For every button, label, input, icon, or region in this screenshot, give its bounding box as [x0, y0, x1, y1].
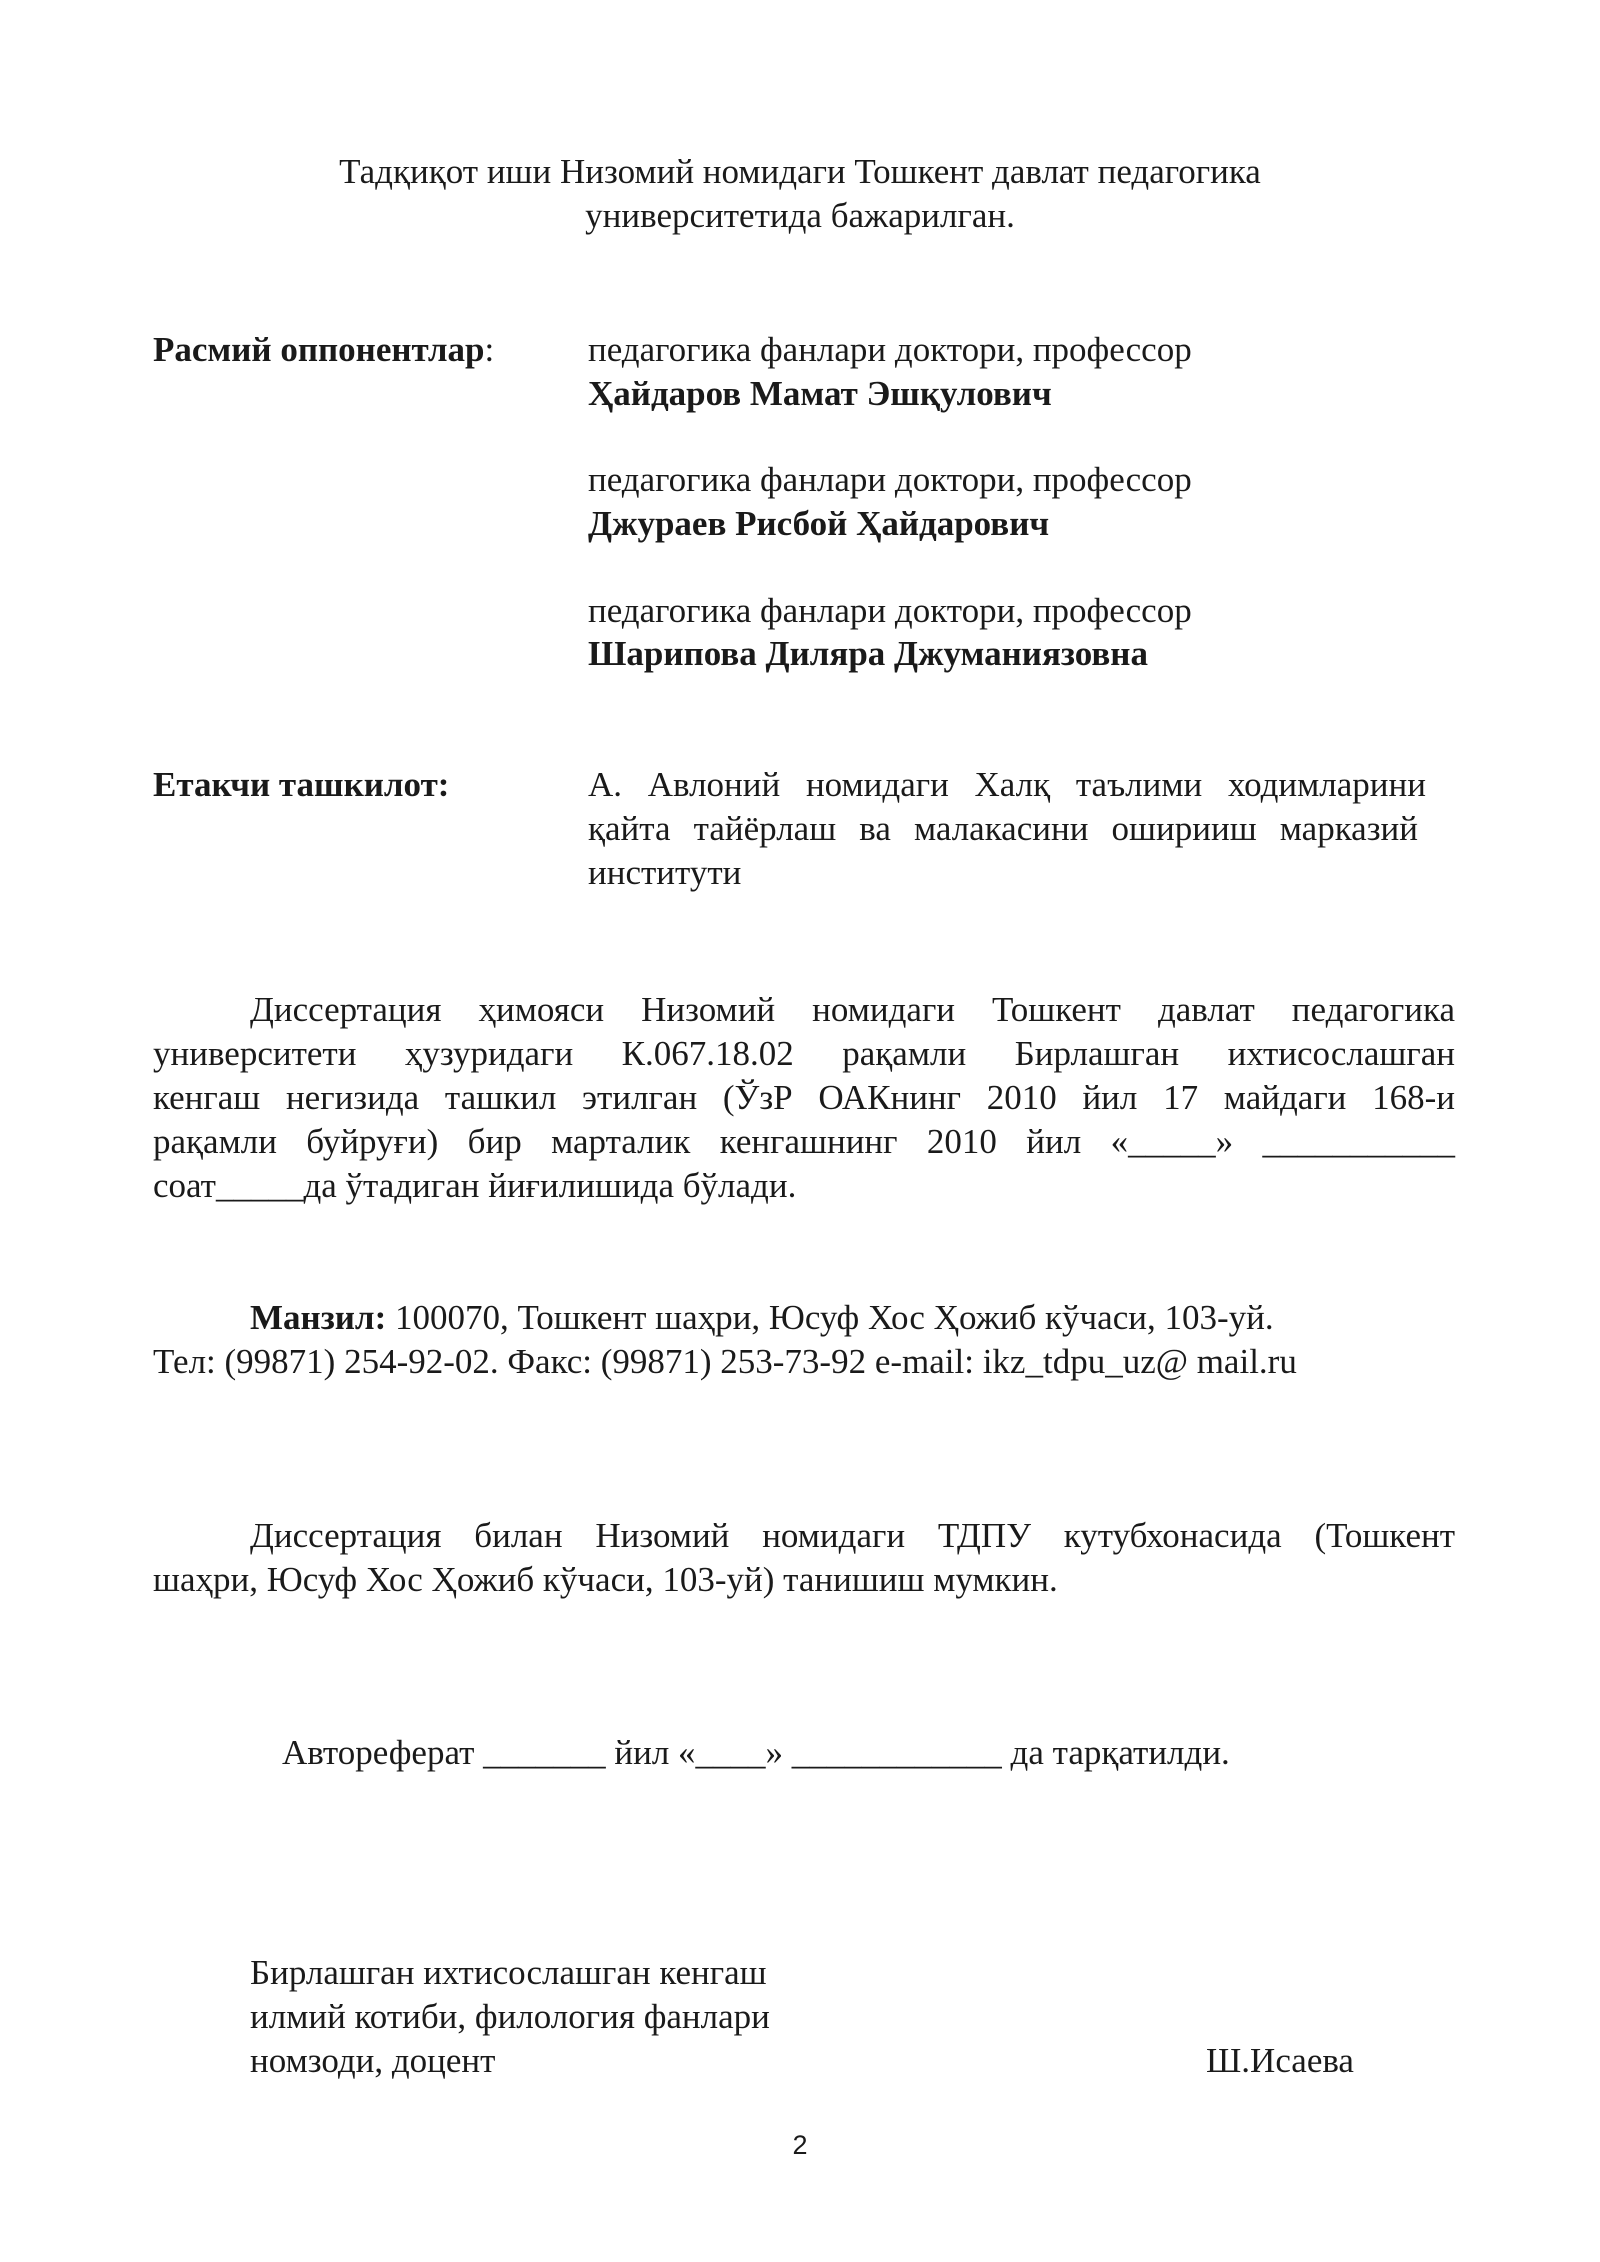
leading-org-label: Етакчи ташкилот:: [153, 765, 450, 804]
abstract-line: Автореферат _______ йил «____» ____________ да тарқатилди.: [282, 1733, 1230, 1772]
opponent-2-name: Джураев Рисбой Ҳайдарович: [588, 504, 1050, 543]
address-text: 100070, Тошкент шаҳри, Юсуф Хос Ҳожиб кўчаси, 103-уй.: [386, 1298, 1274, 1337]
defense-line-3: кенгаш негизида ташкил этилган (ЎзР ОАКнинг 2010 йил 17 майдаги 168-и: [153, 1078, 1455, 1117]
opponent-1-title: педагогика фанлари доктори, профессор: [588, 330, 1192, 369]
address-label: Манзил:: [250, 1298, 387, 1337]
address-line-2: Тел: (99871) 254-92-02. Факс: (99871) 253-73-92 e-mail: ikz_tdpu_uz@ mail.ru: [153, 1342, 1297, 1381]
defense-line-4: рақамли буйруғи) бир марталик кенгашнинг 2010 йил «_____» ___________: [153, 1122, 1455, 1161]
defense-line-1: Диссертация ҳимояси Низомий номидаги Тошкент давлат педагогика: [250, 990, 1455, 1029]
page-number: 2: [792, 2130, 808, 2160]
heading-line-1: Тадқиқот иши Низомий номидаги Тошкент давлат педагогика: [339, 152, 1261, 191]
library-line-1: Диссертация билан Низомий номидаги ТДПУ кутубхонасида (Тошкент: [250, 1516, 1455, 1555]
opponent-2-title: педагогика фанлари доктори, профессор: [588, 460, 1192, 499]
opponents-colon: :: [484, 330, 495, 369]
library-line-2: шаҳри, Юсуф Хос Ҳожиб кўчаси, 103-уй) танишиш мумкин.: [153, 1560, 1058, 1599]
address-line-1: [250, 1296, 1274, 1340]
defense-line-2: университети ҳузуридаги К.067.18.02 рақамли Бирлашган ихтисослашган: [153, 1034, 1455, 1073]
signatory-name: Ш.Исаева: [1206, 2041, 1354, 2080]
signature-line-2: илмий котиби, филология фанлари: [250, 1997, 770, 2036]
opponent-1-name: Ҳайдаров Мамат Эшқулович: [588, 374, 1052, 413]
opponent-3-title: педагогика фанлари доктори, профессор: [588, 591, 1192, 630]
opponents-label: Расмий оппонентлар: [153, 330, 485, 369]
leading-org-line-3: институти: [588, 853, 742, 892]
leading-org-line-1: А. Авлоний номидаги Халқ таълими ходимларини: [588, 765, 1426, 804]
signature-line-1: Бирлашган ихтисослашган кенгаш: [250, 1953, 767, 1992]
opponent-3-name: Шарипова Диляра Джуманиязовна: [588, 634, 1148, 673]
opponents-label-row: [153, 328, 494, 372]
signature-line-3: номзоди, доцент: [250, 2041, 496, 2080]
heading-line-2: университетида бажарилган.: [585, 196, 1015, 235]
leading-org-line-2: қайта тайёрлаш ва малакасини оширииш марказий: [588, 809, 1418, 848]
defense-line-5: соат_____да ўтадиган йиғилишида бўлади.: [153, 1166, 797, 1205]
